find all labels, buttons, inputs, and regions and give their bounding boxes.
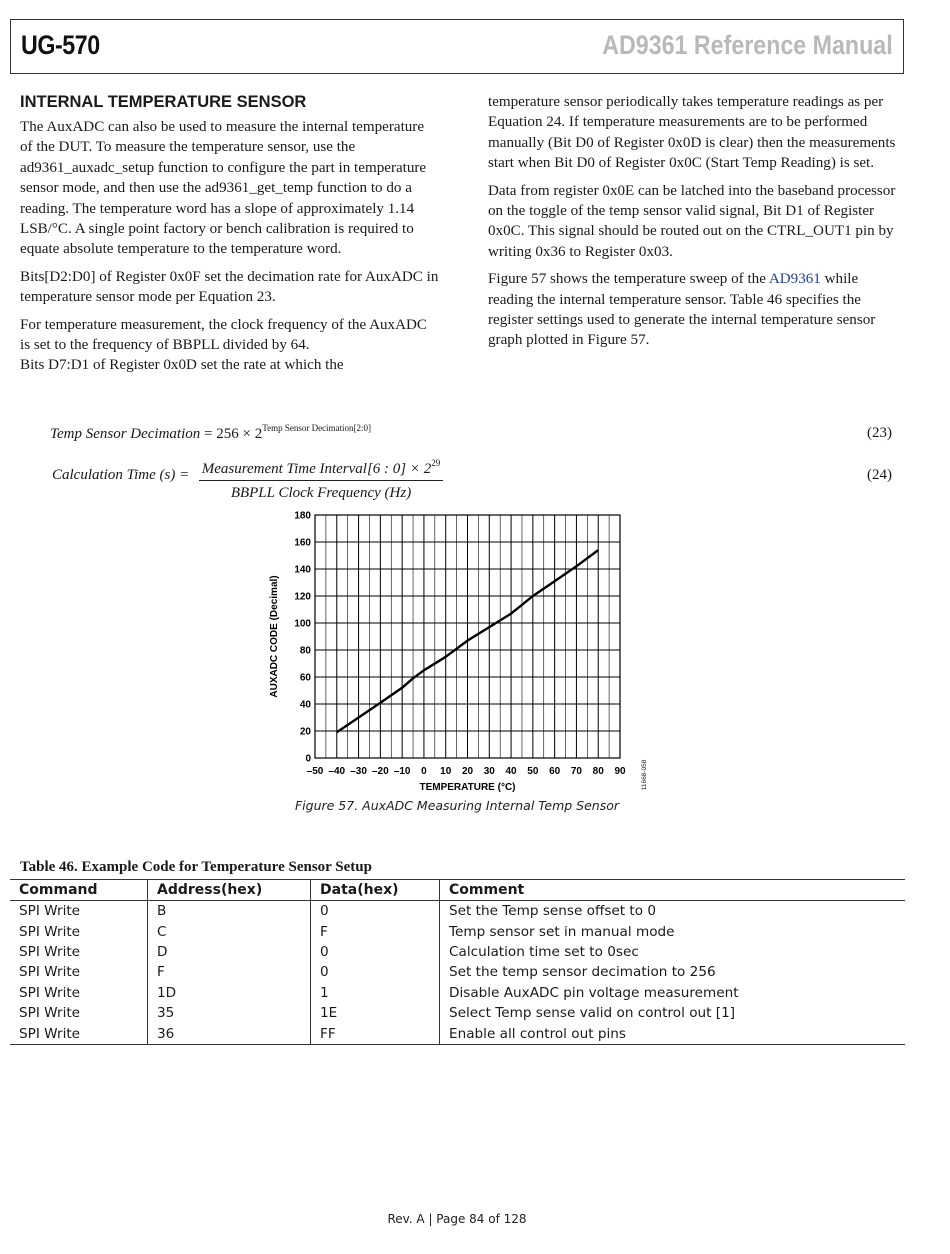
y-tick-label: 120	[294, 591, 311, 603]
right-column	[488, 92, 896, 358]
numerator-exponent: 29	[431, 458, 441, 468]
table-cell: 1	[311, 983, 440, 1003]
y-tick-label: 140	[294, 564, 311, 576]
y-tick-label: 180	[294, 510, 311, 522]
table-cell: B	[148, 901, 311, 922]
equation-fraction	[199, 453, 443, 503]
table-cell: SPI Write	[19, 964, 81, 981]
x-tick-label: 60	[549, 766, 561, 777]
paragraph: Data from register 0x0E can be latched into the baseband processor on the toggle of the temp sensor valid signal, Bit D1 of Register 0x0C. This signal should be routed out on the CTRL_OUT1 pin by writing 0x36 to Register 0x03.	[488, 182, 896, 260]
table-cell: SPI Write	[19, 984, 81, 1001]
fraction-bar	[199, 480, 443, 481]
x-tick-label: 10	[440, 766, 452, 777]
table-cell: F	[148, 962, 311, 982]
paragraph-text: Figure 57 shows the temperature sweep of the	[488, 271, 769, 288]
equation-number: (23)	[867, 425, 892, 441]
x-axis-label: TEMPERATURE (°C)	[419, 782, 516, 793]
table-cell: C	[148, 921, 311, 941]
numerator-text: Measurement Time Interval[6 : 0] × 2	[201, 461, 432, 477]
equation-lhs: Temp Sensor Decimation	[50, 426, 201, 442]
equation-denominator: BBPLL Clock Frequency (Hz)	[230, 485, 412, 501]
y-tick-label: 0	[305, 753, 311, 765]
page-header	[10, 19, 904, 74]
table-cell: FF	[311, 1023, 440, 1044]
column-header: Address(hex)	[148, 880, 311, 901]
table-cell: 0	[311, 942, 440, 962]
table-row	[10, 962, 905, 982]
manual-title: AD9361 Reference Manual	[602, 30, 893, 60]
x-tick-label: 40	[505, 766, 517, 777]
table-cell: 36	[148, 1023, 311, 1044]
x-tick-label: 50	[527, 766, 539, 777]
column-header: Data(hex)	[311, 880, 440, 901]
table-cell: F	[311, 921, 440, 941]
y-tick-label: 60	[299, 672, 311, 684]
table-row	[10, 1003, 905, 1023]
column-header: Command	[10, 880, 148, 901]
equation-24	[52, 453, 452, 499]
table-cell: 1E	[311, 1003, 440, 1023]
table-row	[10, 901, 905, 922]
paragraph: Bits[D2:D0] of Register 0x0F set the decimation rate for AuxADC in temperature sensor mode per Equation 23.	[20, 268, 439, 306]
figure-code: 11668-058	[641, 759, 648, 791]
y-tick-label: 100	[294, 618, 311, 630]
figure-caption: Figure 57. AuxADC Measuring Internal Temp Sensor	[294, 798, 620, 813]
x-tick-label: –50	[306, 766, 324, 777]
table-cell: SPI Write	[19, 903, 81, 920]
y-tick-label: 160	[294, 537, 311, 549]
table-cell: Calculation time set to 0sec	[440, 942, 906, 962]
paragraph-text: while reading the internal temperature sensor. Table 46 specifies the register settings used to generate the internal temperature sensor graph plotted in Figure 57.	[488, 271, 876, 349]
equation-23	[50, 423, 371, 443]
x-tick-label: –20	[372, 766, 389, 777]
y-axis-label: AUXADC CODE (Decimal)	[269, 575, 280, 698]
table-row	[10, 921, 905, 941]
page-footer: Rev. A | Page 84 of 128	[387, 1212, 527, 1226]
table-body	[10, 901, 905, 1045]
table-row	[10, 942, 905, 962]
ad9361-link[interactable]: AD9361	[768, 271, 821, 288]
table-row	[10, 1023, 905, 1044]
table-header-row	[10, 880, 905, 901]
table-cell: Temp sensor set in manual mode	[440, 921, 906, 941]
table-cell: SPI Write	[19, 943, 81, 960]
table-row	[10, 983, 905, 1003]
x-tick-label: –10	[393, 766, 411, 777]
x-tick-label: –40	[328, 766, 346, 777]
table-cell: SPI Write	[19, 923, 81, 940]
table-cell: SPI Write	[19, 1005, 81, 1022]
y-tick-label: 80	[299, 645, 311, 657]
paragraph	[488, 269, 896, 351]
table-cell: 0	[311, 901, 440, 922]
equation-lhs: Calculation Time (s) =	[52, 467, 190, 483]
x-tick-label: 70	[570, 766, 582, 777]
section-title: INTERNAL TEMPERATURE SENSOR	[20, 93, 307, 111]
table-cell: 1D	[148, 983, 311, 1003]
equation-number: (24)	[867, 467, 892, 483]
table-cell: Enable all control out pins	[440, 1023, 906, 1044]
y-tick-label: 20	[299, 726, 311, 738]
y-tick-label: 40	[299, 699, 311, 711]
table-cell: Disable AuxADC pin voltage measurement	[440, 983, 906, 1003]
table-cell: Set the Temp sense offset to 0	[440, 901, 906, 922]
paragraph: Bits D7:D1 of Register 0x0D set the rate at which the	[20, 357, 344, 374]
column-header: Comment	[440, 880, 906, 901]
paragraph: temperature sensor periodically takes temperature readings as per Equation 24. If temperature measurements are to be performed manually (Bit D0 of Register 0x0D is clear) then the measurements start when Bit D0 of Register 0x0C (Start Temp Reading) is set.	[488, 94, 896, 172]
x-tick-label: 80	[592, 766, 604, 777]
equation-rhs: = 256 × 2	[200, 426, 263, 442]
x-tick-label: 30	[483, 766, 495, 777]
left-column	[20, 92, 440, 383]
temperature-sweep-chart	[262, 505, 662, 797]
table-cell: Set the temp sensor decimation to 256	[440, 962, 906, 982]
register-settings-table	[10, 879, 905, 1045]
x-tick-label: 0	[421, 766, 427, 777]
equation-numerator	[199, 453, 443, 479]
x-tick-label: 90	[614, 766, 626, 777]
paragraph: For temperature measurement, the clock frequency of the AuxADC is set to the frequency of BBPLL divided by 64.	[20, 316, 427, 354]
table-cell: D	[148, 942, 311, 962]
table-cell: 35	[148, 1003, 311, 1023]
table-cell: SPI Write	[10, 1023, 148, 1044]
paragraph: The AuxADC can also be used to measure the internal temperature of the DUT. To measure the temperature sensor, use the ad9361_auxadc_setup function to configure the part in temperature sensor mode, and then use the ad9361_get_temp function to do a reading. The temperature word has a slope of approximately 1.14 LSB/°C. A single point factory or bench calibration is required to equate absolute temperature to the temperature word.	[20, 119, 427, 258]
equation-exponent: Temp Sensor Decimation[2:0]	[262, 423, 372, 433]
table-cell: 0	[311, 962, 440, 982]
x-tick-label: 20	[461, 766, 474, 777]
x-tick-label: –30	[350, 766, 367, 777]
table-cell: Select Temp sense valid on control out [1]	[440, 1003, 906, 1023]
table-title: Table 46. Example Code for Temperature Sensor Setup	[20, 859, 372, 875]
document-id: UG-570	[21, 30, 100, 60]
